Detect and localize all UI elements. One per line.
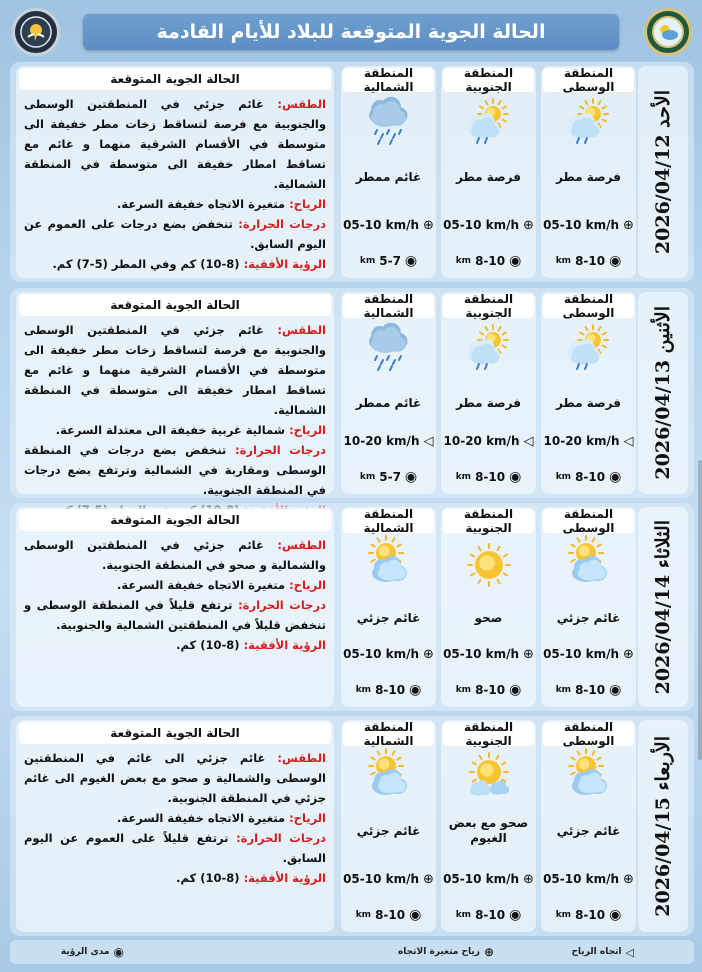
- km-unit: km: [455, 685, 472, 695]
- legend-variable-wind: [398, 945, 494, 959]
- wind-speed-row: [441, 870, 536, 888]
- temperature-line: [24, 595, 326, 635]
- partly-cloudy-icon: [560, 748, 618, 802]
- day-date-column: [638, 66, 688, 278]
- wind-speed: 10-20 km/h: [543, 434, 620, 448]
- partly-cloudy-icon: [560, 535, 618, 589]
- wind-text: متغيرة الاتجاه خفيفة السرعة.: [117, 197, 286, 211]
- day-date: الأحد 2026/04/12: [652, 89, 674, 255]
- variable-wind-icon: ⊕: [523, 217, 534, 233]
- visibility-value: 8-10: [575, 470, 606, 484]
- weather-condition: فرصة مطر: [456, 396, 521, 410]
- variable-wind-icon: ⊕: [523, 871, 534, 887]
- forecast-description-title: الحالة الجوية المتوقعة: [19, 722, 331, 744]
- km-unit: km: [555, 685, 572, 695]
- visibility-row: [541, 252, 636, 270]
- weather-condition: فرصة مطر: [556, 170, 621, 184]
- visibility-line: [24, 635, 326, 655]
- wind-speed: 05-10 km/h: [443, 872, 520, 886]
- region-card: [341, 66, 436, 278]
- region-name: المنطقة الشمالية: [343, 294, 434, 318]
- temperature-text: تنخفض بضع درجات في المنطقة الوسطى ومقاربة في الشمالية وترتفع بضع درجات في المنطقة الجنوبية.: [24, 443, 326, 497]
- visibility-row: [341, 681, 436, 699]
- sun-cloud-icon: [461, 320, 517, 380]
- wind-speed: 05-10 km/h: [543, 218, 620, 232]
- wind-speed-row: [541, 432, 636, 450]
- km-unit: km: [455, 256, 472, 266]
- weather-label: الطقس:: [277, 538, 326, 552]
- visibility-row: [441, 468, 536, 486]
- wind-label: الرياح:: [289, 197, 326, 211]
- visibility-row: [541, 468, 636, 486]
- eye-icon: ◉: [509, 253, 522, 269]
- km-unit: km: [359, 256, 376, 266]
- scrollbar[interactable]: [698, 460, 702, 760]
- weather-condition: صحو مع بعض الغيوم: [448, 816, 529, 845]
- wind-speed-row: [441, 216, 536, 234]
- wind-speed: 05-10 km/h: [343, 647, 420, 661]
- legend-variable-wind-label: رياح متغيرة الاتجاه: [397, 947, 480, 957]
- weather-text: غائم جزئي في المنطقتين الوسطى والجنوبية مع فرصة لتساقط زخات مطر خفيفة الى متوسطة في الأقسام الشرقية منهما و غائم مع تساقط امطار خفيفة الى متوسطة في المنطقة الشمالية.: [24, 97, 326, 191]
- region-card: [541, 66, 636, 278]
- wind-text: متغيرة الاتجاه خفيفة السرعة.: [117, 811, 286, 825]
- weather-condition: فرصة مطر: [456, 170, 521, 184]
- weather-condition: غائم جزئي: [556, 824, 621, 838]
- weather-label: الطقس:: [277, 323, 326, 337]
- wind-speed: 10-20 km/h: [343, 434, 420, 448]
- wind-speed-row: [441, 645, 536, 663]
- temperature-line: [24, 440, 326, 500]
- forecast-description: [16, 66, 334, 278]
- km-unit: km: [355, 685, 372, 695]
- region-card: [341, 292, 436, 494]
- visibility-text: (8-10) كم.: [176, 638, 240, 652]
- wind-text: شمالية غربية خفيفة الى معتدلة السرعة.: [55, 423, 286, 437]
- region-name: المنطقة الجنوبية: [443, 722, 534, 746]
- eye-icon: ◉: [609, 469, 622, 485]
- visibility-text: (8-10) كم وفي المطر (5-7) كم.: [52, 257, 240, 271]
- wind-speed-row: [541, 645, 636, 663]
- region-card: [541, 292, 636, 494]
- wind-label: الرياح:: [289, 811, 326, 825]
- sun-cloud-icon: [461, 94, 517, 154]
- visibility-value: 8-10: [375, 683, 406, 697]
- legend-visibility: [61, 945, 124, 959]
- legend: [10, 940, 694, 964]
- weather-text: غائم جزئي الى غائم في المنطقتين الوسطى والشمالية و صحو مع بعض الغيوم الى غائم جزئي في المنطقة الجنوبية.: [24, 751, 326, 805]
- eye-icon: ◉: [404, 469, 418, 485]
- partly-cloudy-icon: [360, 748, 418, 802]
- variable-wind-icon: ⊕: [623, 871, 634, 887]
- visibility-row: [441, 906, 536, 924]
- wind-speed-row: [341, 216, 436, 234]
- eye-icon: ◉: [113, 945, 124, 959]
- weather-label: الطقس:: [277, 97, 326, 111]
- sun-icon: [459, 535, 519, 599]
- region-card: [541, 507, 636, 707]
- km-unit: km: [359, 472, 376, 482]
- visibility-value: 8-10: [475, 908, 506, 922]
- wind-speed-row: [341, 870, 436, 888]
- day-panel: [10, 716, 694, 936]
- variable-wind-icon: ⊕: [523, 646, 534, 662]
- legend-wind-direction-label: اتجاه الرياح: [571, 947, 622, 957]
- visibility-row: [441, 252, 536, 270]
- visibility-line: [24, 868, 326, 888]
- forecast-description-title: الحالة الجوية المتوقعة: [19, 294, 331, 316]
- eye-icon: ◉: [409, 907, 422, 923]
- header: [8, 6, 694, 58]
- visibility-row: [541, 906, 636, 924]
- wind-speed-row: [541, 216, 636, 234]
- weather-label: الطقس:: [277, 751, 326, 765]
- region-card: [441, 292, 536, 494]
- visibility-value: 8-10: [475, 254, 506, 268]
- forecast-description: [16, 507, 334, 707]
- wind-line: [24, 194, 326, 214]
- region-card: [341, 720, 436, 932]
- visibility-value: 8-10: [575, 254, 606, 268]
- weather-condition: غائم جزئي: [556, 611, 621, 625]
- weather-line: [24, 94, 326, 194]
- km-unit: km: [455, 910, 472, 920]
- eye-icon: ◉: [509, 682, 522, 698]
- eye-icon: ◉: [509, 469, 522, 485]
- wind-speed: 05-10 km/h: [343, 218, 420, 232]
- forecast-description-body: [24, 535, 326, 703]
- eye-icon: ◉: [609, 907, 622, 923]
- weather-text: غائم جزئي في المنطقتين الوسطى والشمالية و صحو في المنطقة الجنوبية.: [24, 538, 326, 572]
- forecast-description: [16, 720, 334, 932]
- region-card: [441, 720, 536, 932]
- day-panel: [10, 288, 694, 498]
- variable-wind-icon: ⊕: [423, 217, 434, 233]
- temperature-label: درجات الحرارة:: [236, 831, 326, 845]
- visibility-row: [341, 468, 436, 486]
- visibility-value: 5-7: [379, 470, 401, 484]
- ministry-logo: [12, 8, 60, 56]
- temperature-line: [24, 828, 326, 868]
- visibility-line: [24, 254, 326, 274]
- wind-label: الرياح:: [289, 578, 326, 592]
- day-date-column: [638, 292, 688, 494]
- visibility-value: 8-10: [475, 683, 506, 697]
- forecast-description-title: الحالة الجوية المتوقعة: [19, 68, 331, 90]
- temperature-label: درجات الحرارة:: [235, 443, 326, 457]
- forecast-description: [16, 292, 334, 497]
- partly-cloudy-icon: [360, 535, 418, 589]
- forecast-description-body: [24, 94, 326, 274]
- rain-cloud-icon: [361, 94, 417, 154]
- km-unit: km: [555, 256, 572, 266]
- region-name: المنطقة الجنوبية: [443, 509, 534, 533]
- visibility-row: [341, 906, 436, 924]
- temperature-label: درجات الحرارة:: [238, 598, 326, 612]
- km-unit: km: [355, 910, 372, 920]
- weather-line: [24, 535, 326, 575]
- weather-condition: غائم جزئي: [356, 611, 421, 625]
- region-name: المنطقة الشمالية: [343, 68, 434, 92]
- weather-condition: صحو: [474, 611, 503, 625]
- temperature-text: تنخفض بضع درجات على العموم عن اليوم السابق.: [24, 217, 326, 251]
- wind-speed: 05-10 km/h: [543, 647, 620, 661]
- wind-line: [24, 575, 326, 595]
- region-card: [541, 720, 636, 932]
- weather-condition: غائم ممطر: [355, 170, 422, 184]
- wind-speed: 05-10 km/h: [443, 218, 520, 232]
- eye-icon: ◉: [509, 907, 522, 923]
- region-card: [341, 507, 436, 707]
- visibility-text: (8-10) كم.: [176, 871, 240, 885]
- eye-icon: ◉: [609, 682, 622, 698]
- weather-line: [24, 748, 326, 808]
- visibility-row: [441, 681, 536, 699]
- km-unit: km: [555, 910, 572, 920]
- wind-line: [24, 808, 326, 828]
- weather-condition: غائم جزئي: [356, 824, 421, 838]
- visibility-value: 8-10: [575, 683, 606, 697]
- region-name: المنطقة الشمالية: [343, 722, 434, 746]
- temperature-label: درجات الحرارة:: [238, 217, 326, 231]
- legend-wind-direction: [571, 946, 634, 959]
- visibility-value: 8-10: [375, 908, 406, 922]
- variable-wind-icon: ⊕: [423, 646, 434, 662]
- wind-speed: 05-10 km/h: [543, 872, 620, 886]
- rain-cloud-icon: [361, 320, 417, 380]
- region-name: المنطقة الجنوبية: [443, 294, 534, 318]
- wind-line: [24, 420, 326, 440]
- temperature-text: ترتفع قليلاً في المنطقة الوسطى و تنخفض قليلاً في المنطقتين الشمالية والجنوبية.: [24, 598, 326, 632]
- region-name: المنطقة الجنوبية: [443, 68, 534, 92]
- page-title: الحالة الجوية المتوقعة للبلاد للأيام القادمة: [83, 14, 619, 50]
- region-name: المنطقة الوسطى: [543, 509, 634, 533]
- forecast-description-body: [24, 748, 326, 928]
- wind-speed-row: [341, 645, 436, 663]
- region-name: المنطقة الوسطى: [543, 294, 634, 318]
- visibility-label: الرؤية الأفقية:: [243, 871, 326, 885]
- weather-condition: فرصة مطر: [556, 396, 621, 410]
- eye-icon: ◉: [409, 682, 422, 698]
- region-name: المنطقة الشمالية: [343, 509, 434, 533]
- eye-icon: ◉: [609, 253, 622, 269]
- day-date: الأثنين 2026/04/13: [652, 306, 674, 480]
- wind-speed: 05-10 km/h: [343, 872, 420, 886]
- visibility-row: [341, 252, 436, 270]
- region-card: [441, 507, 536, 707]
- wind-speed: 05-10 km/h: [443, 647, 520, 661]
- visibility-value: 8-10: [575, 908, 606, 922]
- weather-condition: غائم ممطر: [355, 396, 422, 410]
- km-unit: km: [455, 472, 472, 482]
- wind-speed-row: [341, 432, 436, 450]
- day-date-column: [638, 507, 688, 707]
- wind-arrow-icon: ◁: [625, 945, 634, 959]
- variable-wind-icon: ⊕: [423, 871, 434, 887]
- day-date: الأربعاء 2026/04/15: [652, 735, 674, 917]
- day-panel: [10, 503, 694, 711]
- variable-wind-icon: ⊕: [623, 217, 634, 233]
- region-card: [441, 66, 536, 278]
- weather-line: [24, 320, 326, 420]
- visibility-row: [541, 681, 636, 699]
- day-panel: [10, 62, 694, 282]
- wind-arrow-icon: ◁: [523, 433, 534, 449]
- wind-arrow-icon: ◁: [623, 433, 634, 449]
- visibility-label: الرؤية الأفقية:: [243, 638, 326, 652]
- region-name: المنطقة الوسطى: [543, 68, 634, 92]
- visibility-value: 5-7: [379, 254, 401, 268]
- meteorology-logo: [644, 8, 692, 56]
- variable-wind-icon: ⊕: [483, 945, 494, 959]
- day-date-column: [638, 720, 688, 932]
- wind-text: متغيرة الاتجاه خفيفة السرعة.: [117, 578, 286, 592]
- wind-label: الرياح:: [289, 423, 326, 437]
- sun-cloud-icon: [561, 320, 617, 380]
- temperature-text: ترتفع قليلاً على العموم عن اليوم السابق.: [24, 831, 326, 865]
- forecast-description-title: الحالة الجوية المتوقعة: [19, 509, 331, 531]
- legend-visibility-label: مدى الرؤية: [60, 947, 110, 957]
- wind-arrow-icon: ◁: [423, 433, 434, 449]
- visibility-value: 8-10: [475, 470, 506, 484]
- wind-speed: 10-20 km/h: [443, 434, 520, 448]
- day-date: الثلاثاء 2026/04/14: [652, 519, 674, 695]
- sun-cloud-icon: [561, 94, 617, 154]
- wind-speed-row: [541, 870, 636, 888]
- eye-icon: ◉: [404, 253, 418, 269]
- weather-text: غائم جزئي في المنطقتين الوسطى والجنوبية مع فرصة لتساقط زخات مطر خفيفة الى متوسطة في الأقسام الشرقية منهما و غائم مع تساقط امطار خفيفة الى متوسطة في المنطقة الشمالية.: [24, 323, 326, 417]
- variable-wind-icon: ⊕: [623, 646, 634, 662]
- wind-speed-row: [441, 432, 536, 450]
- forecast-description-body: [24, 320, 326, 497]
- sun-few-clouds-icon: [460, 748, 518, 806]
- visibility-label: الرؤية الأفقية:: [243, 257, 326, 271]
- temperature-line: [24, 214, 326, 254]
- km-unit: km: [555, 472, 572, 482]
- region-name: المنطقة الوسطى: [543, 722, 634, 746]
